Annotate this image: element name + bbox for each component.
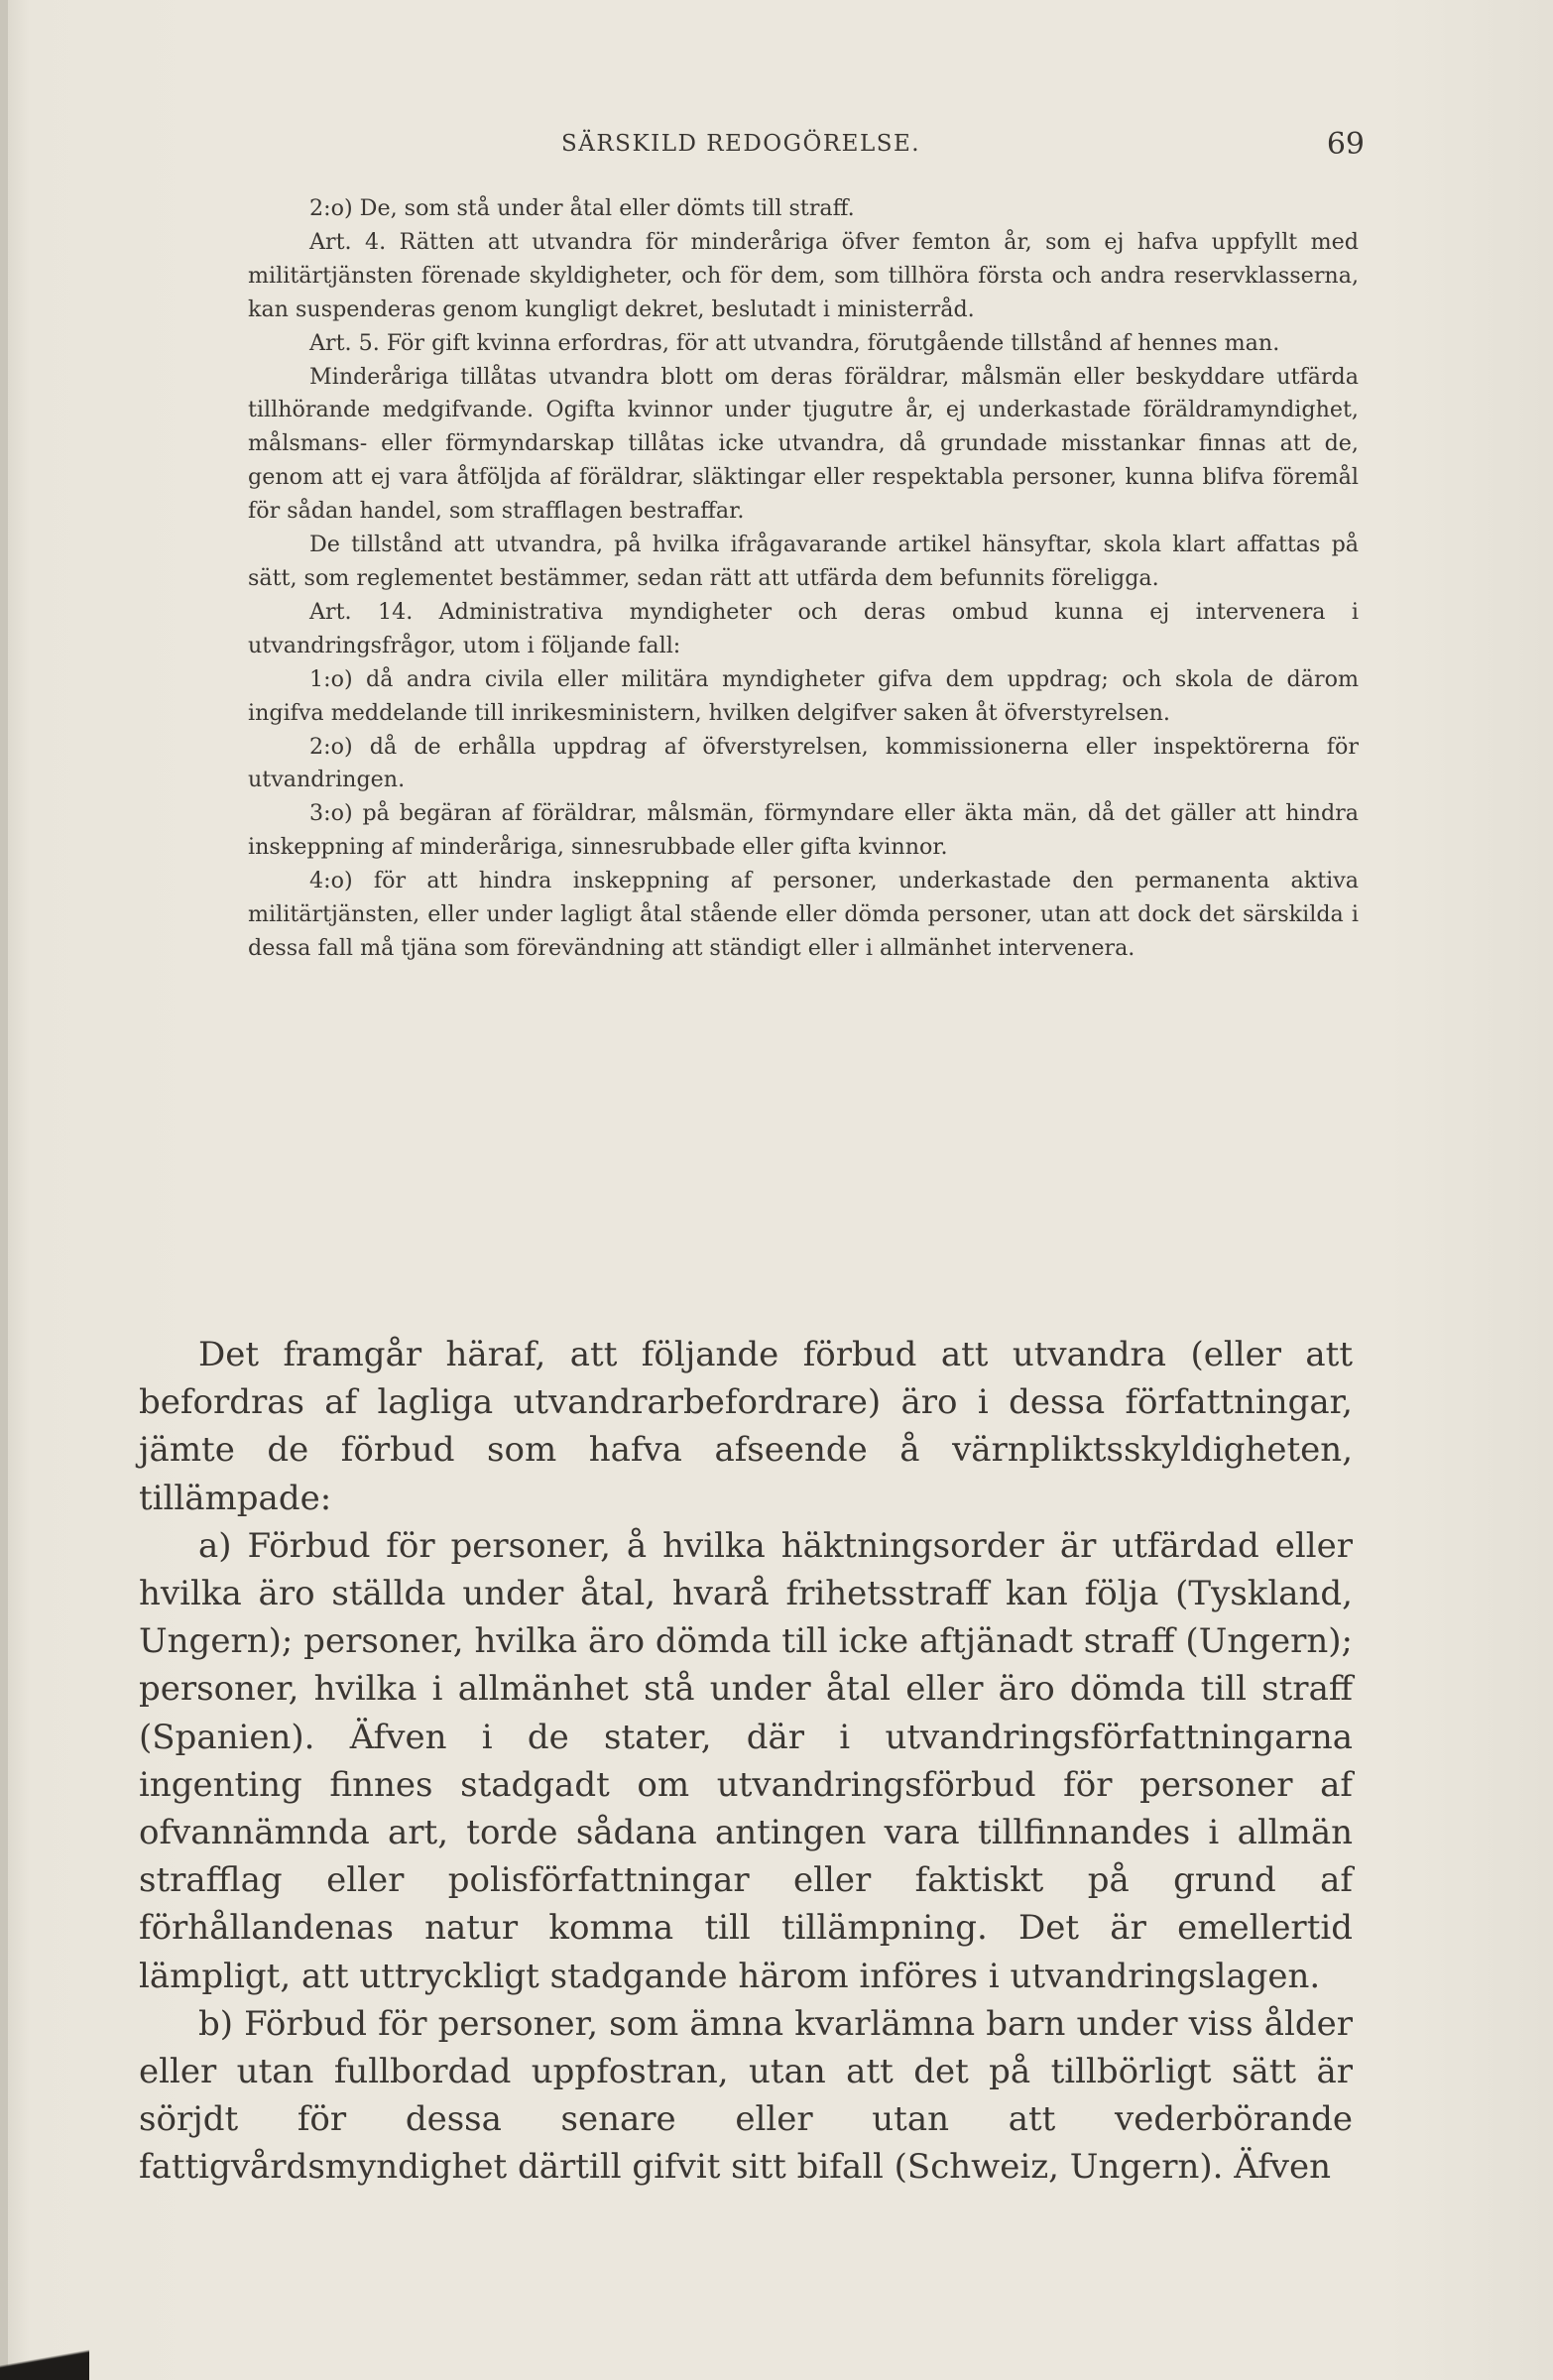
law-paragraph: 1:o) då andra civila eller militära myndigheter gifva dem uppdrag; och skola de därom ingifva meddelande till inrikesministern, hvilken delgifver saken åt öfverstyrelsen. (248, 665, 1359, 726)
quoted-law-text (248, 192, 1359, 966)
law-paragraph: Art. 4. Rätten att utvandra för minderåriga öfver femton år, som ej hafva uppfyllt med militärtjänsten förenade skyldigheter, och för dem, som tillhöra första och andra reservklasserna, kan suspenderas genom kungligt dekret, beslutadt i ministerråd. (248, 228, 1359, 322)
body-paragraph: b) Förbud för personer, som ämna kvarlämna barn under viss ålder eller utan fullbordad uppfostran, utan att det på tillbörligt sätt är sörjdt för dessa senare eller utan att vederbörande fattigvårdsmyndighet därtill gifvit sitt bifall (Schweiz, Ungern). Äfven (139, 2003, 1353, 2188)
law-paragraph: 2:o) då de erhålla uppdrag af öfverstyrelsen, kommissionerna eller inspektörerna för utvandringen. (248, 733, 1359, 793)
law-paragraph: 2:o) De, som stå under åtal eller dömts till straff. (309, 195, 855, 221)
page-header (248, 125, 1365, 165)
body-paragraph: Det framgår häraf, att följande förbud att utvandra (eller att befordras af lagliga utvandrarbefordrare) äro i dessa författningar, jämte de förbud som hafva afseende å värnpliktsskyldigheten, tillämpade: (139, 1335, 1353, 1518)
law-paragraph: Art. 5. För gift kvinna erfordras, för att utvandra, förutgående tillstånd af hennes man. (309, 329, 1280, 356)
page-number: 69 (1326, 127, 1365, 162)
running-head: SÄRSKILD REDOGÖRELSE. (561, 131, 921, 157)
main-text (139, 1331, 1353, 2192)
law-paragraph: 4:o) för att hindra inskeppning af personer, underkastade den permanenta aktiva militärtjänsten, eller under lagligt åtal stående eller dömda personer, utan att dock det särskilda i dessa fall må tjäna som förevändning att ständigt eller i allmänhet intervenera. (248, 868, 1359, 961)
law-paragraph: De tillstånd att utvandra, på hvilka ifrågavarande artikel hänsyftar, skola klart affattas på sätt, som reglementet bestämmer, sedan rätt att utfärda dem befunnits föreligga. (248, 532, 1359, 591)
law-paragraph: 3:o) på begäran af föräldrar, målsmän, förmyndare eller äkta män, då det gäller att hindra inskeppning af minderåriga, sinnesrubbade eller gifta kvinnor. (248, 800, 1359, 861)
body-paragraph: a) Förbud för personer, å hvilka häktningsorder är utfärdad eller hvilka äro ställda under åtal, hvarå frihetsstraff kan följa (Tyskland, Ungern); personer, hvilka äro dömda till icke aftjänadt straff (Ungern); personer, hvilka i allmänhet stå under åtal eller äro dömda till straff (Spanien). Äfven i de stater, där i utvandringsförfattningarna ingenting finnes stadgadt om utvandringsförbud för personer af ofvannämnda art, torde sådana antingen vara tillfinnandes i allmän strafflag eller polisförfattningar eller faktiskt på grund af förhållandenas natur komma till tillämpning. Det är emellertid lämpligt, att uttryckligt stadgande härom införes i utvandringslagen. (139, 1525, 1353, 1996)
law-paragraph: Minderåriga tillåtas utvandra blott om deras föräldrar, målsmän eller beskyddare utfärda tillhörande medgifvande. Ogifta kvinnor under tjugutre år, ej underkastade föräldramyndighet, målsmans- eller förmyndarskap tillåtas icke utvandra, då grundade misstankar finnas att de, genom att ej vara åtföljda af föräldrar, släktingar eller respektabla personer, kunna blifva föremål för sådan handel, som strafflagen bestraffar. (248, 363, 1359, 525)
page-edge (0, 0, 8, 2380)
law-paragraph: Art. 14. Administrativa myndigheter och deras ombud kunna ej intervenera i utvandringsfrågor, utom i följande fall: (248, 598, 1359, 658)
scan-corner-shadow (0, 2340, 89, 2380)
